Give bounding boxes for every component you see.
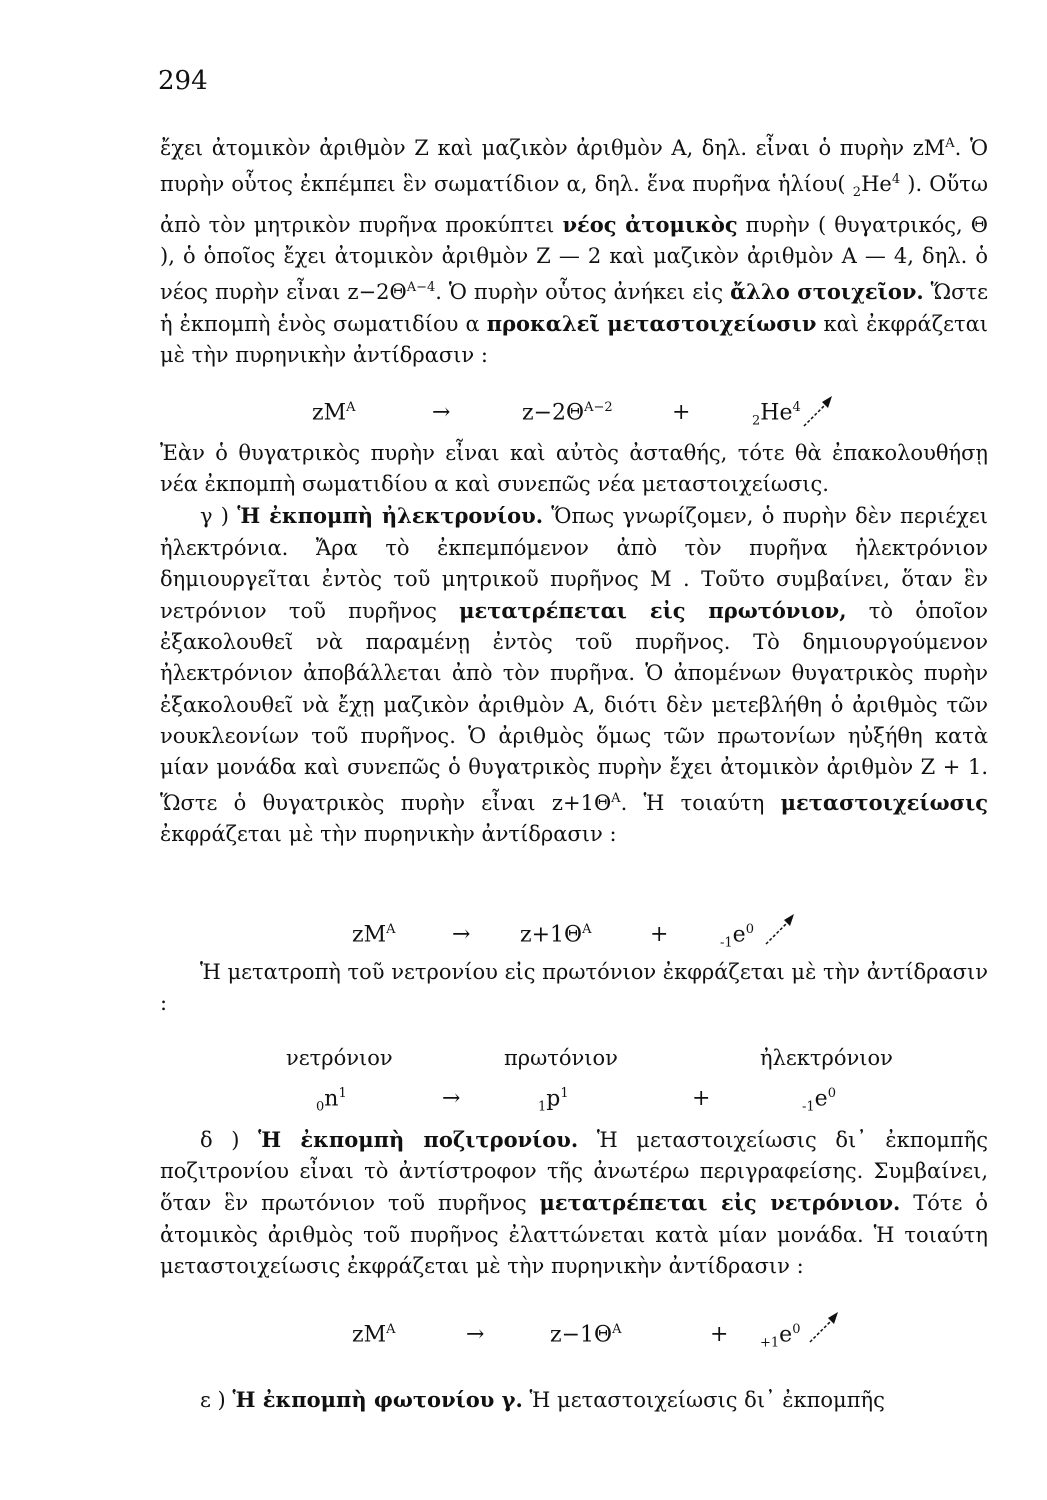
eq-neutron: $_0n^1$ (316, 1086, 347, 1115)
text: Ἐὰν ὁ θυγατρικὸς πυρὴν εἶναι καὶ αὐτὸς ἀσταθής, τότε θὰ ἐπακολουθήσῃ νέα ἐκπομπὴ σωματιδίου α καὶ συνεπῶς νέα μεταστοιχείωσις. (160, 441, 988, 497)
text: Ἡ μεταστοιχείωσις δι᾽ ἐκπομπῆς ποζιτρονίου εἶναι τὸ ἀντίστροφον τῆς ἀνωτέρω περιγραφείσης. Συμβαίνει, ὅταν ἓν πρωτόνιον τοῦ πυρῆνος (160, 1128, 989, 1216)
text: . Ἡ τοιαύτη (620, 791, 781, 816)
paragraph-photon-emission (160, 1384, 988, 1416)
arrow-icon: → (452, 922, 471, 947)
text: τὸ ὁποῖον ἐξακολουθεῖ νὰ παραμένῃ ἐντὸς τοῦ πυρῆνος. Τὸ δημιουργούμενον ἠλεκτρόνιον ἀποβάλλεται ἀπὸ τὸν πυρῆνα. Ὁ ἀπομένων θυγατρικὸς πυρὴν ἐξακολουθεῖ νὰ ἔχῃ μαζικὸν ἀριθμὸν Α, διότι δὲν μετεβλήθη ὁ ἀριθμὸς τῶν νουκλεονίων τοῦ πυρῆνος. Ὁ ἀριθμὸς ὅμως τῶν πρωτονίων ηὐξήθη κατὰ μίαν μονάδα καὶ συνεπῶς ὁ θυγατρικὸς πυρὴν ἔχει ἀτομικὸν ἀριθμὸν Ζ + 1. Ὥστε ὁ θυγατρικὸς πυρὴν εἶναι (160, 599, 988, 816)
equation-alpha (0, 400, 1047, 436)
bold-term: προκαλεῖ μεταστοιχείωσιν (486, 311, 817, 337)
eq-electron: $_{-1}e^0$ (802, 1086, 836, 1115)
paragraph-beta-emission (160, 438, 988, 851)
label-proton: πρωτόνιον (504, 1046, 618, 1070)
emission-ray-icon (800, 394, 836, 430)
eq-left: $zM^A$ (352, 1322, 396, 1348)
symbol-daughter-nucleus: $z-2\Theta^{A-4}$ (347, 280, 436, 304)
eq-particle: $_{+1}e^0$ (760, 1322, 801, 1351)
eq-right: $z-1\Theta^A$ (550, 1322, 622, 1348)
eq-left: $zM^A$ (312, 400, 356, 426)
section-prefix: δ ) (200, 1128, 259, 1152)
equation-positron (0, 1322, 1047, 1358)
text: Ὅπως γνωρίζομεν, ὁ πυρὴν δὲν περιέχει ἠλεκτρόνια. Ἄρα τὸ ἐκπεμπόμενον ἀπὸ τὸν πυρῆνα ἠλεκτρόνιον δημιουργεῖται ἐντὸς τοῦ μητρικοῦ πυρῆνος Μ . Τοῦτο συμβαίνει, ὅταν ἓν νετρόνιον τοῦ πυρῆνος (160, 504, 988, 624)
bold-term: μετατρέπεται εἰς νετρόνιον. (539, 1190, 901, 1216)
bold-term: νέος ἀτομικὸς (562, 211, 738, 237)
eq-particle: $_2He^4$ (752, 400, 801, 429)
plus-sign: + (672, 400, 691, 425)
paragraph-alpha-emission (160, 128, 988, 372)
paragraph-positron-emission (160, 1124, 988, 1282)
text: . Ὁ πυρὴν οὗτος ἀνήκει εἰς (435, 280, 731, 304)
page-number: 294 (158, 66, 208, 96)
text: ). Οὕτω ἀπὸ τὸν μητρικὸν πυρῆνα προκύπτει (160, 172, 988, 237)
text: πυρὴν ( θυγατρικός, Θ ), ὁ ὁποῖος ἔχει ἀτομικὸν ἀριθμὸν Ζ — 2 καὶ μαζικὸν ἀριθμὸν Α — 4, δηλ. ὁ νέος πυρὴν εἶναι (160, 212, 988, 304)
plus-sign: + (692, 1086, 711, 1111)
label-electron: ἠλεκτρόνιον (760, 1046, 893, 1070)
eq-left: $zM^A$ (352, 922, 396, 948)
emission-ray-icon (762, 912, 798, 948)
arrow-icon: → (466, 1322, 485, 1347)
eq-right: $z-2\Theta^{A-2}$ (522, 400, 613, 426)
helium-superscript: 4 (891, 172, 901, 188)
label-neutron: νετρόνιον (286, 1046, 393, 1070)
bold-term: μεταστοιχείωσις (780, 790, 989, 816)
eq-proton: $_1p^1$ (538, 1086, 569, 1115)
section-prefix: ε ) (200, 1388, 233, 1412)
eq-right: $z+1\Theta^A$ (520, 922, 592, 948)
text: ἐκφράζεται μὲ τὴν πυρηνικὴν ἀντίδρασιν : (160, 822, 617, 847)
equation-neutron (0, 1086, 1047, 1122)
plus-sign: + (710, 1322, 729, 1347)
arrow-icon: → (442, 1086, 461, 1111)
text: Ἡ μετατροπὴ τοῦ νετρονίου εἰς πρωτόνιον ἐκφράζεται μὲ τὴν ἀντίδρασιν : (160, 960, 988, 1016)
text: . Ὁ πυρὴν οὗτος ἐκπέμπει ἓν σωματίδιον α, δηλ. ἕνα πυρῆνα ἡλίου( (160, 136, 988, 197)
text: Ἡ μεταστοιχείωσις δι᾽ ἐκπομπῆς (522, 1388, 885, 1412)
plus-sign: + (650, 922, 669, 947)
symbol-daughter-nucleus: $z+1\Theta^A$ (551, 791, 621, 816)
section-prefix: γ ) (200, 504, 238, 529)
text: Ὥστε ἡ ἐκπομπὴ ἑνὸς σωματιδίου α (160, 280, 988, 337)
text: ἔχει ἀτομικὸν ἀριθμὸν Ζ καὶ μαζικὸν ἀριθμὸν Α, δηλ. εἶναι ὁ πυρὴν (160, 136, 913, 160)
helium-symbol: He (861, 172, 892, 197)
bold-term: μετατρέπεται εἰς πρωτόνιον, (459, 598, 847, 624)
eq-particle: $_{-1}e^0$ (720, 922, 754, 951)
bold-term: ἄλλο στοιχεῖον. (730, 279, 924, 304)
paragraph-neutron-conversion (160, 957, 988, 1019)
arrow-icon: → (432, 400, 451, 425)
section-heading-delta: Ἡ ἐκπομπὴ ποζιτρονίου. (258, 1127, 579, 1152)
section-heading-gamma: Ἡ ἐκπομπὴ ἠλεκτρονίου. (237, 503, 544, 529)
equation-beta (0, 922, 1047, 958)
text: καὶ ἐκφράζεται μὲ τὴν πυρηνικὴν ἀντίδρασιν : (160, 312, 988, 368)
section-heading-epsilon: Ἡ ἐκπομπὴ φωτονίου γ. (232, 1387, 523, 1412)
emission-ray-icon (806, 1310, 842, 1346)
symbol-parent-nucleus: $zM^A$ (912, 136, 955, 160)
helium-subscript: 2 (852, 185, 862, 201)
text: Τότε ὁ ἀτομικὸς ἀριθμὸς τοῦ πυρῆνος ἐλαττώνεται κατὰ μίαν μονάδα. Ἡ τοιαύτη μεταστοιχείωσις ἐκφράζεται μὲ τὴν πυρηνικὴν ἀντίδρασιν : (160, 1191, 988, 1278)
